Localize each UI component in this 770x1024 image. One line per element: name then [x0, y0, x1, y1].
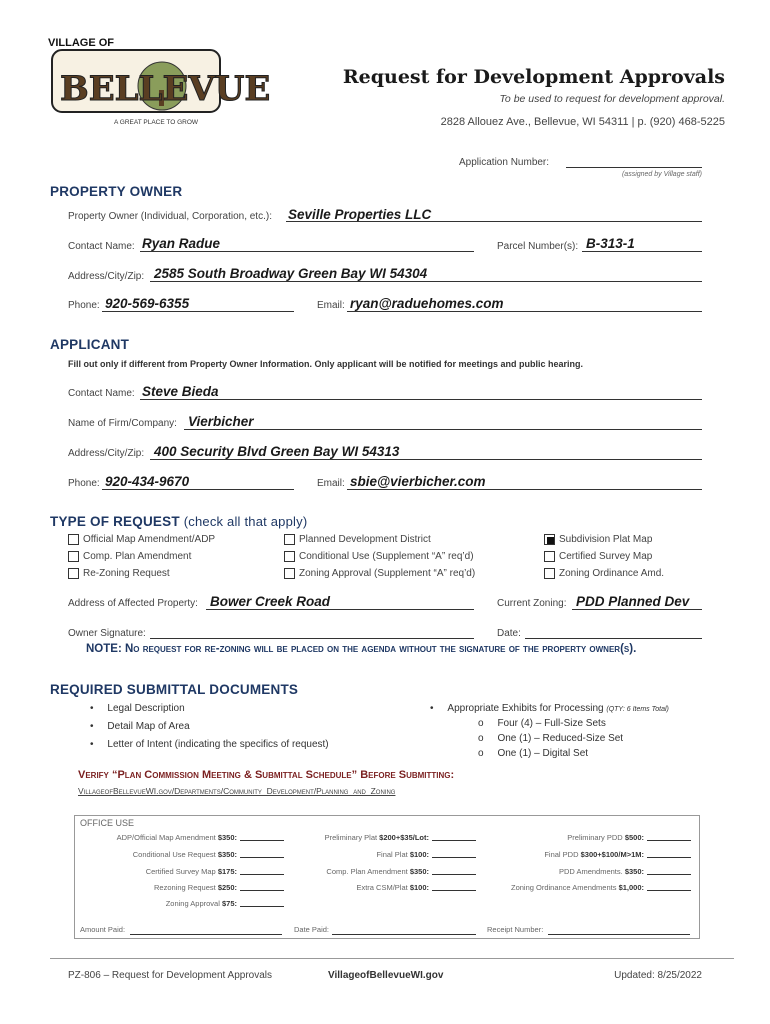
request-type-title: TYPE OF REQUEST	[50, 514, 180, 529]
rezoning-warning: NOTE: No request for re-zoning will be placed on the agenda without the signature of the property owner(s).	[86, 643, 637, 655]
applicant-email-field[interactable]	[347, 489, 702, 490]
affected-property-value: Bower Creek Road	[210, 594, 331, 609]
logo-tagline: A GREAT PLACE TO GROW	[114, 119, 199, 126]
fee-zoning-ordinance: Zoning Ordinance Amendments $1,000:	[480, 883, 691, 892]
page-title: Request for Development Approvals	[342, 66, 725, 88]
checkbox[interactable]	[284, 534, 295, 545]
applicant-address-label: Address/City/Zip:	[68, 448, 145, 459]
applicant-phone-field[interactable]	[102, 489, 294, 490]
owner-field[interactable]	[286, 221, 702, 222]
owner-address-value: 2585 South Broadway Green Bay WI 54304	[154, 266, 428, 281]
request-type-subtitle: (check all that apply)	[183, 514, 308, 529]
checkbox[interactable]	[284, 568, 295, 579]
owner-contact-field[interactable]	[140, 251, 474, 252]
fee-adp: ADP/Official Map Amendment $350:	[78, 833, 284, 842]
applicant-contact-field[interactable]	[140, 399, 702, 400]
applicant-email-label: Email:	[317, 478, 345, 489]
owner-email-value: ryan@raduehomes.com	[350, 296, 504, 311]
fee-csm: Certified Survey Map $175:	[78, 867, 284, 876]
property-owner-heading: PROPERTY OWNER	[50, 184, 183, 199]
receipt-number-label: Receipt Number:	[487, 925, 544, 934]
parcel-field[interactable]	[582, 251, 702, 252]
option-pdd[interactable]: Planned Development District	[284, 534, 431, 545]
owner-signature-label: Owner Signature:	[68, 628, 146, 639]
list-item: • Letter of Intent (indicating the specifics of request)	[90, 739, 329, 750]
submittal-heading: REQUIRED SUBMITTAL DOCUMENTS	[50, 682, 299, 697]
owner-signature-field[interactable]	[150, 638, 474, 639]
applicant-address-field[interactable]	[150, 459, 702, 460]
application-number-note: (assigned by Village staff)	[621, 171, 702, 178]
fee-preliminary-plat: Preliminary Plat $200+$35/Lot:	[290, 833, 476, 842]
signature-date-field[interactable]	[525, 638, 702, 639]
option-conditional-use[interactable]: Conditional Use (Supplement “A” req’d)	[284, 551, 474, 562]
logo-main-text: BELLEVUE	[60, 69, 271, 109]
fee-preliminary-pdd: Preliminary PDD $500:	[480, 833, 691, 842]
request-type-heading	[50, 514, 307, 529]
checkbox-checked[interactable]	[544, 534, 555, 545]
owner-address-label: Address/City/Zip:	[68, 271, 145, 282]
owner-phone-label: Phone:	[68, 300, 100, 311]
signature-date-label: Date:	[497, 628, 521, 639]
owner-value: Seville Properties LLC	[288, 207, 432, 222]
option-zoning-approval[interactable]: Zoning Approval (Supplement “A” req’d)	[284, 568, 475, 579]
application-number-field[interactable]	[566, 167, 702, 168]
option-comp-plan[interactable]: Comp. Plan Amendment	[68, 551, 191, 562]
current-zoning-label: Current Zoning:	[497, 598, 567, 609]
applicant-contact-label: Contact Name:	[68, 388, 135, 399]
firm-value: Vierbicher	[188, 414, 254, 429]
owner-phone-value: 920-569-6355	[105, 296, 190, 311]
list-item: o Four (4) – Full-Size Sets	[478, 718, 606, 729]
office-use-heading: OFFICE USE	[80, 818, 135, 828]
option-official-map[interactable]: Official Map Amendment/ADP	[68, 534, 215, 545]
applicant-contact-value: Steve Bieda	[142, 384, 219, 399]
amount-paid-label: Amount Paid:	[80, 925, 126, 934]
date-paid-label: Date Paid:	[294, 925, 330, 934]
footer-site[interactable]: VillageofBellevueWI.gov	[328, 970, 444, 981]
fee-extra-csm: Extra CSM/Plat $100:	[290, 883, 476, 892]
footer-updated: Updated: 8/25/2022	[614, 970, 702, 981]
parcel-value: B-313-1	[586, 236, 635, 251]
list-item: • Detail Map of Area	[90, 721, 190, 732]
footer-form-id: PZ-806 – Request for Development Approvals	[68, 970, 272, 981]
option-rezoning[interactable]: Re-Zoning Request	[68, 568, 170, 579]
amount-paid-field[interactable]	[130, 934, 282, 935]
receipt-number-field[interactable]	[548, 934, 690, 935]
affected-property-label: Address of Affected Property:	[68, 598, 198, 609]
planning-link[interactable]: VillageofBellevueWI.gov/Departments/Community_Development/Planning_and_Zoning	[78, 786, 396, 796]
applicant-phone-value: 920-434-9670	[105, 474, 190, 489]
fee-rezoning: Rezoning Request $250:	[78, 883, 284, 892]
owner-label: Property Owner (Individual, Corporation, etc.):	[68, 211, 272, 222]
exhibits-item: • Appropriate Exhibits for Processing (QTY: 6 Items Total)	[430, 703, 669, 714]
village-logo	[44, 34, 271, 134]
fee-zoning-approval: Zoning Approval $75:	[78, 899, 284, 908]
applicant-email-value: sbie@vierbicher.com	[350, 474, 486, 489]
checkbox[interactable]	[544, 568, 555, 579]
owner-phone-field[interactable]	[102, 311, 294, 312]
checkbox[interactable]	[544, 551, 555, 562]
applicant-note: Fill out only if different from Property Owner Information. Only applicant will be notified for meetings and public hearing.	[68, 359, 584, 369]
current-zoning-value: PDD Planned Dev	[576, 594, 690, 609]
firm-label: Name of Firm/Company:	[68, 418, 177, 429]
owner-email-label: Email:	[317, 300, 345, 311]
applicant-heading: APPLICANT	[50, 337, 130, 352]
option-zoning-ordinance[interactable]: Zoning Ordinance Amd.	[544, 568, 664, 579]
village-address: 2828 Allouez Ave., Bellevue, WI 54311 | p. (920) 468-5225	[440, 116, 725, 128]
option-csm[interactable]: Certified Survey Map	[544, 551, 652, 562]
applicant-address-value: 400 Security Blvd Green Bay WI 54313	[154, 444, 400, 459]
footer-divider	[50, 958, 734, 959]
fee-pdd-amendments: PDD Amendments. $350:	[480, 867, 691, 876]
checkbox[interactable]	[68, 568, 79, 579]
fee-final-plat: Final Plat $100:	[290, 850, 476, 859]
fee-final-pdd: Final PDD $300+$100/M>1M:	[480, 850, 691, 859]
verify-schedule-text: Verify “Plan Commission Meeting & Submittal Schedule” Before Submitting:	[78, 769, 455, 781]
fee-comp-plan: Comp. Plan Amendment $350:	[290, 867, 476, 876]
list-item: o One (1) – Reduced-Size Set	[478, 733, 624, 744]
owner-contact-label: Contact Name:	[68, 241, 135, 252]
parcel-label: Parcel Number(s):	[497, 241, 579, 252]
checkbox[interactable]	[284, 551, 295, 562]
page-subtitle: To be used to request for development approval.	[499, 93, 725, 105]
owner-email-field[interactable]	[347, 311, 702, 312]
application-number-label: Application Number:	[459, 157, 550, 168]
firm-field[interactable]	[184, 429, 702, 430]
checkbox[interactable]	[68, 534, 79, 545]
list-item: • Legal Description	[90, 703, 185, 714]
logo-top-text: VILLAGE OF	[48, 37, 114, 49]
affected-property-field[interactable]	[206, 609, 474, 610]
fee-conditional-use: Conditional Use Request $350:	[78, 850, 284, 859]
owner-contact-value: Ryan Radue	[142, 236, 221, 251]
current-zoning-field[interactable]	[572, 609, 702, 610]
checkbox[interactable]	[68, 551, 79, 562]
date-paid-field[interactable]	[332, 934, 476, 935]
list-item: o One (1) – Digital Set	[478, 748, 589, 759]
applicant-phone-label: Phone:	[68, 478, 100, 489]
owner-address-field[interactable]	[150, 281, 702, 282]
option-subdivision-plat[interactable]: Subdivision Plat Map	[544, 534, 652, 545]
